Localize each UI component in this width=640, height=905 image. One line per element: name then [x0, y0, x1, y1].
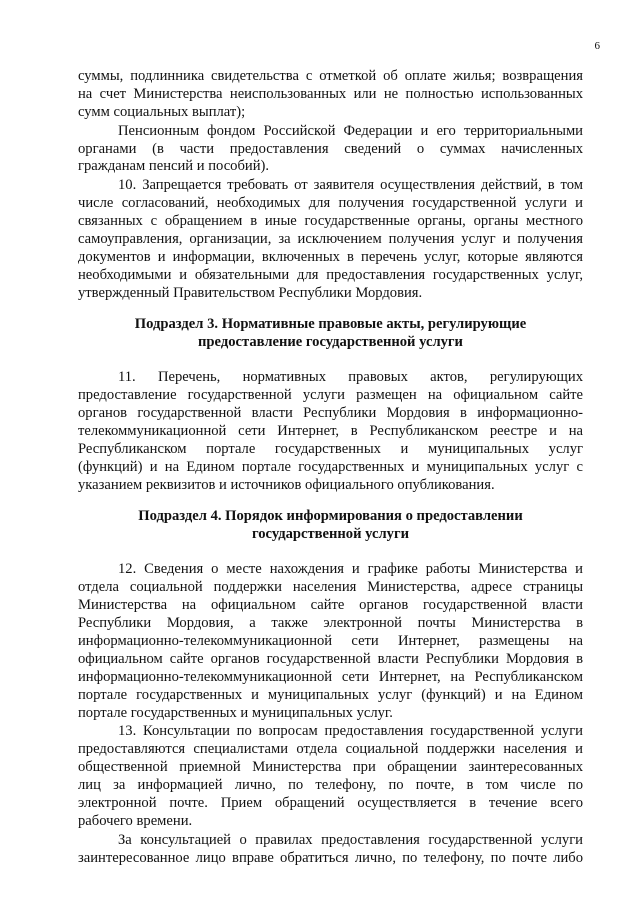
text-line: лиц за информацией лично, по телефону, по почте, в том числе по [78, 777, 583, 793]
section-heading: Подраздел 4. Порядок информирования о предоставлении [138, 508, 523, 524]
text-line: утвержденный Правительством Республики Мордовия. [78, 285, 423, 301]
text-line: информационно-телекоммуникационной сети Интернет, на Республиканском [78, 669, 583, 685]
text-line: портале государственных и муниципальных услуг. [78, 705, 393, 721]
text-line: телекоммуникационной сети Интернет, в Республиканском реестре и на [78, 423, 583, 439]
text-line: информационно-телекоммуникационной сети Интернет, размещены на [78, 633, 583, 649]
text-line: отдела социальной поддержки населения Министерства, адресе страницы [78, 579, 583, 595]
text-line: органами (в части предоставления сведений о суммах начисленных [78, 141, 583, 157]
text-line: 13. Консультации по вопросам предоставления государственной услуги [118, 723, 583, 739]
text-line: сумм социальных выплат); [78, 104, 246, 120]
section-heading: Подраздел 3. Нормативные правовые акты, регулирующие [134, 316, 527, 332]
text-line: (функций) и на Едином портале государственных и муниципальных услуг с [78, 459, 583, 475]
page-number: 6 [594, 40, 600, 52]
text-line: заинтересованное лицо вправе обратиться лично, по телефону, по почте либо [78, 850, 583, 866]
text-line: указанием реквизитов и источников официального опубликования. [78, 477, 495, 493]
section-heading: предоставление государственной услуги [198, 334, 463, 350]
text-line: 12. Сведения о месте нахождения и графике работы Министерства и [118, 561, 583, 577]
text-line: числе согласований, необходимых для получения государственной услуги и [78, 195, 583, 211]
text-line: Министерства на официальном сайте органов государственной власти [78, 597, 583, 613]
text-line: официальном сайте органов государственной власти Республики Мордовия в [78, 651, 583, 667]
text-line: предоставляются специалистами отдела социальной поддержки населения и [78, 741, 583, 757]
text-line: предоставление государственной услуги размещен на официальном сайте [78, 387, 583, 403]
text-line: За консультацией о правилах предоставления государственной услуги [118, 832, 583, 848]
text-line: электронной почте. Прием обращений осуществляется в течение всего [78, 795, 583, 811]
text-line: общественной приемной Министерства при обращении заинтересованных [78, 759, 583, 775]
text-line: рабочего времени. [78, 813, 193, 829]
text-line: 10. Запрещается требовать от заявителя осуществления действий, в том [118, 177, 583, 193]
text-line: Республиканском портале государственных и муниципальных услуг [78, 441, 583, 457]
text-line: суммы, подлинника свидетельства с отметкой об оплате жилья; возвращения [78, 68, 583, 84]
text-line: портале государственных и муниципальных услуг (функций) и на Едином [78, 687, 583, 703]
text-line: документов и информации, включенных в перечень услуг, которые являются [78, 249, 583, 265]
text-line: Пенсионным фондом Российской Федерации и его территориальными [118, 123, 583, 139]
text-line: самоуправления, организации, за исключением получения услуг и получения [78, 231, 583, 247]
text-line: 11. Перечень, нормативных правовых актов, регулирующих [118, 369, 583, 385]
section-heading: государственной услуги [251, 526, 410, 542]
text-line: органов государственной власти Республики Мордовия в информационно- [78, 405, 583, 421]
text-line: на счет Министерства неиспользованных или не полностью использованных [78, 86, 583, 102]
text-line: связанных с обращением в иные государственные органы, органы местного [78, 213, 583, 229]
text-line: необходимыми и обязательными для предоставления государственных услуг, [78, 267, 583, 283]
text-line: гражданам пенсий и пособий). [78, 158, 270, 174]
text-line: Республики Мордовия, а также электронной почты Министерства в [78, 615, 583, 631]
